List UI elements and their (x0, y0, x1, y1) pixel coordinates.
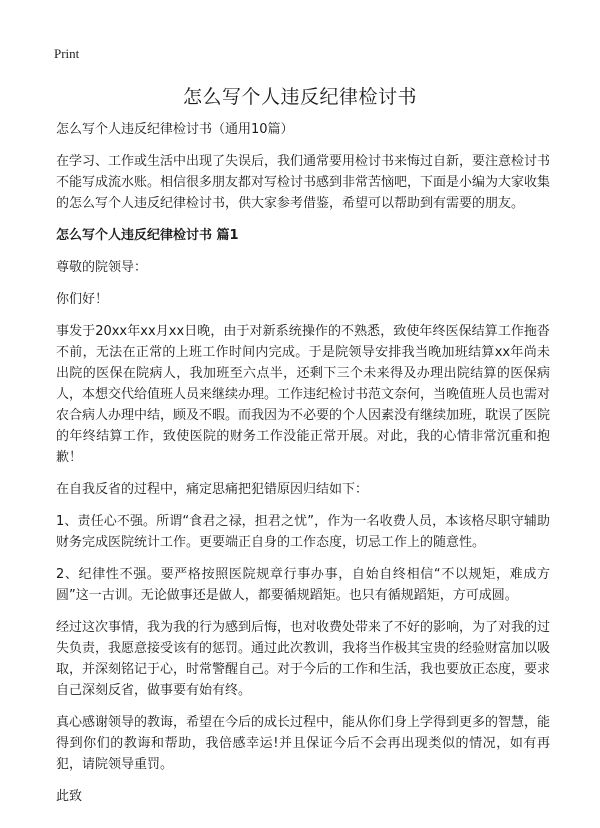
document-title: 怎么写个人违反纪律检讨书 (182, 86, 417, 108)
closing: 此致 (56, 789, 83, 804)
document-subtitle: 怎么写个人违反纪律检讨书（通用10篇） (56, 122, 294, 137)
print-link[interactable]: Print (54, 46, 80, 61)
section-heading: 怎么写个人违反纪律检讨书 篇1 (56, 228, 239, 243)
body-paragraph: 在自我反省的过程中，痛定思痛把犯错原因归结如下： (56, 482, 369, 497)
body-paragraph: 经过这次事情，我为我的行为感到后悔，也对收费处带来了不好的影响，为了对我的过失负责，我愿意接受该有的惩罚。通过此次教训，我将当作极其宝贵的经验财富加以吸取，并深刻铭记于心，时常警醒自己。对于今后的工作和生活，我也要放正态度，要求自己深刻反省，做事要有始有终。 (56, 620, 551, 698)
salutation: 尊敬的院领导： (56, 260, 148, 275)
intro-paragraph: 在学习、工作或生活中出现了失误后，我们通常要用检讨书来悔过自新，要注意检讨书不能写成流水账。相信很多朋友都对写检讨书感到非常苦恼吧，下面是小编为大家收集的怎么写个人违反纪律检讨书，供大家参考借鉴，希望可以帮助到有需要的朋友。 (56, 154, 551, 211)
document-body (56, 119, 550, 818)
greeting: 你们好！ (56, 292, 109, 307)
body-paragraph: 1、责任心不强。所谓“食君之禄，担君之忧”，作为一名收费人员，本该格尽职守辅助财务完成医院统计工作。更要端正自身的工作态度，切忌工作上的随意性。 (56, 514, 550, 550)
body-paragraph: 2、纪律性不强。要严格按照医院规章行事办事，自始自终相信“不以规矩，难成方圆”这一古训。无论做事还是做人，都要循规蹈矩。也只有循规蹈矩，方可成圆。 (56, 567, 550, 603)
body-paragraph: 事发于20xx年xx月xx日晚，由于对新系统操作的不熟悉，致使年终医保结算工作拖沓不前，无法在正常的上班工作时间内完成。于是院领导安排我当晚加班结算xx年尚未出院的医保在院病人，我加班至六点半，还剩下三个未来得及办理出院结算的医保病人，本想交代给值班人员来继续办理。工作违纪检讨书范文奈何，当晚值班人员也需对农合病人办理中结，顾及不暇。而我因为不必要的个人因素没有继续加班，耽误了医院的年终结算工作，致使医院的财务工作没能正常开展。对此，我的心情非常沉重和抱歉！ (56, 324, 551, 465)
body-paragraph: 真心感谢领导的教诲，希望在今后的成长过程中，能从你们身上学得到更多的智慧，能得到你们的教诲和帮助，我倍感幸运!并且保证今后不会再出现类似的情况，如有再犯，请院领导重罚。 (56, 715, 551, 772)
